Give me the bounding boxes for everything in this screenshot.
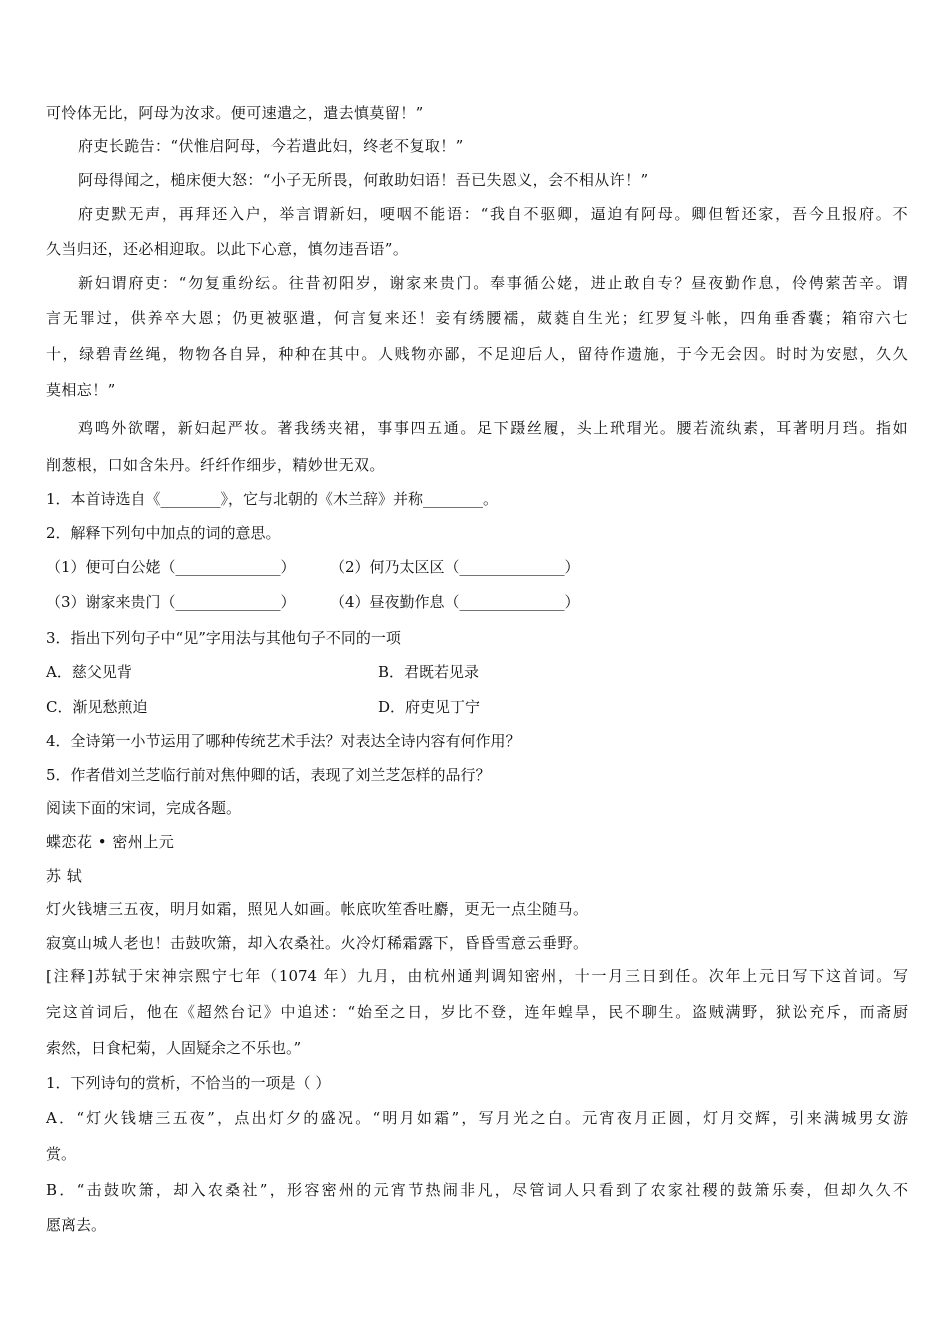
- poem-line: 鸡鸣外欲曙，新妇起严妆。著我绣夹裙，事事四五通。足下蹑丝履，头上玳瑁光。腰若流纨素，耳著明月珰。指如: [78, 419, 908, 437]
- option-b: 愿离去。: [46, 1216, 107, 1234]
- poem-line: 府吏长跪告：“伏惟启阿母，今若遣此妇，终老不复取！”: [78, 137, 464, 155]
- poem-line: 可怜体无比，阿母为汝求。便可速遣之，遣去慎莫留！”: [46, 104, 424, 122]
- option-a: 赏。: [46, 1145, 77, 1163]
- poem-line: 新妇谓府吏：“勿复重纷纭。往昔初阳岁，谢家来贵门。奉事循公姥，进止敢自专？昼夜勤作息，伶俜萦苦辛。谓: [78, 274, 908, 292]
- ci-line: 寂寞山城人老也！击鼓吹箫，却入农桑社。火冷灯稀霜露下，昏昏雪意云垂野。: [46, 934, 589, 952]
- question-2-item-4: （4）昼夜勤作息（______________）: [330, 593, 580, 611]
- poem-line: 府吏默无声，再拜还入户，举言谓新妇，哽咽不能语：“我自不驱卿，逼迫有阿母。卿但暂还家，吾今且报府。不: [78, 205, 908, 223]
- annotation: 完这首词后，他在《超然台记》中追述：“始至之日，岁比不登，连年蝗旱，民不聊生。盗贼满野，狱讼充斥，而斋厨: [46, 1003, 908, 1021]
- poem-line: 莫相忘！”: [46, 381, 116, 399]
- option-b: B．君既若见录: [378, 663, 480, 681]
- question-2: 2．解释下列句中加点的词的意思。: [46, 524, 281, 542]
- question-5: 5．作者借刘兰芝临行前对焦仲卿的话，表现了刘兰芝怎样的品行？: [46, 766, 491, 784]
- annotation: 索然，日食杞菊，人固疑余之不乐也。”: [46, 1039, 302, 1057]
- poem-line: 十，绿碧青丝绳，物物各自异，种种在其中。人贱物亦鄙，不足迎后人，留待作遗施，于今无会因。时时为安慰，久久: [46, 345, 908, 363]
- option-a: A．慈父见背: [46, 663, 132, 681]
- poem-line: 言无罪过，供养卒大恩；仍更被驱遣，何言复来还！妾有绣腰襦，葳蕤自生光；红罗复斗帐，四角垂香囊；箱帘六七: [46, 309, 908, 327]
- question-3: 3．指出下列句子中“见”字用法与其他句子不同的一项: [46, 629, 401, 647]
- annotation: [注释]苏轼于宋神宗熙宁七年（1074 年）九月，由杭州通判调知密州，十一月三日到任。次年上元日写下这首词。写: [46, 967, 908, 985]
- question-4: 4．全诗第一小节运用了哪种传统艺术手法？对表达全诗内容有何作用？: [46, 732, 521, 750]
- question-2-item-2: （2）何乃太区区（______________）: [330, 558, 580, 576]
- ci-author: 苏 轼: [46, 867, 83, 885]
- ci-line: 灯火钱塘三五夜，明月如霜，照见人如画。帐底吹笙香吐麝，更无一点尘随马。: [46, 900, 589, 918]
- question-1: 1．下列诗句的赏析，不恰当的一项是（ ）: [46, 1074, 331, 1092]
- question-2-item-1: （1）便可白公姥（______________）: [46, 558, 296, 576]
- poem-line: 久当归还，还必相迎取。以此下心意，慎勿违吾语”。: [46, 240, 409, 258]
- section-intro: 阅读下面的宋词，完成各题。: [46, 799, 242, 817]
- poem-line: 阿母得闻之，槌床便大怒：“小子无所畏，何敢助妇语！吾已失恩义，会不相从许！”: [78, 171, 649, 189]
- option-c: C．渐见愁煎迫: [46, 698, 148, 716]
- question-1: 1．本首诗选自《________》，它与北朝的《木兰辞》并称________。: [46, 490, 499, 508]
- option-b: B．“击鼓吹箫，却入农桑社”，形容密州的元宵节热闹非凡，尽管词人只看到了农家社稷的鼓箫乐奏，但却久久不: [46, 1181, 908, 1199]
- option-a: A．“灯火钱塘三五夜”，点出灯夕的盛况。“明月如霜”，写月光之白。元宵夜月正圆，灯月交辉，引来满城男女游: [46, 1109, 908, 1127]
- question-2-item-3: （3）谢家来贵门（______________）: [46, 593, 296, 611]
- ci-title: 蝶恋花 • 密州上元: [46, 833, 175, 851]
- option-d: D．府吏见丁宁: [378, 698, 481, 716]
- poem-line: 削葱根，口如含朱丹。纤纤作细步，精妙世无双。: [46, 456, 385, 474]
